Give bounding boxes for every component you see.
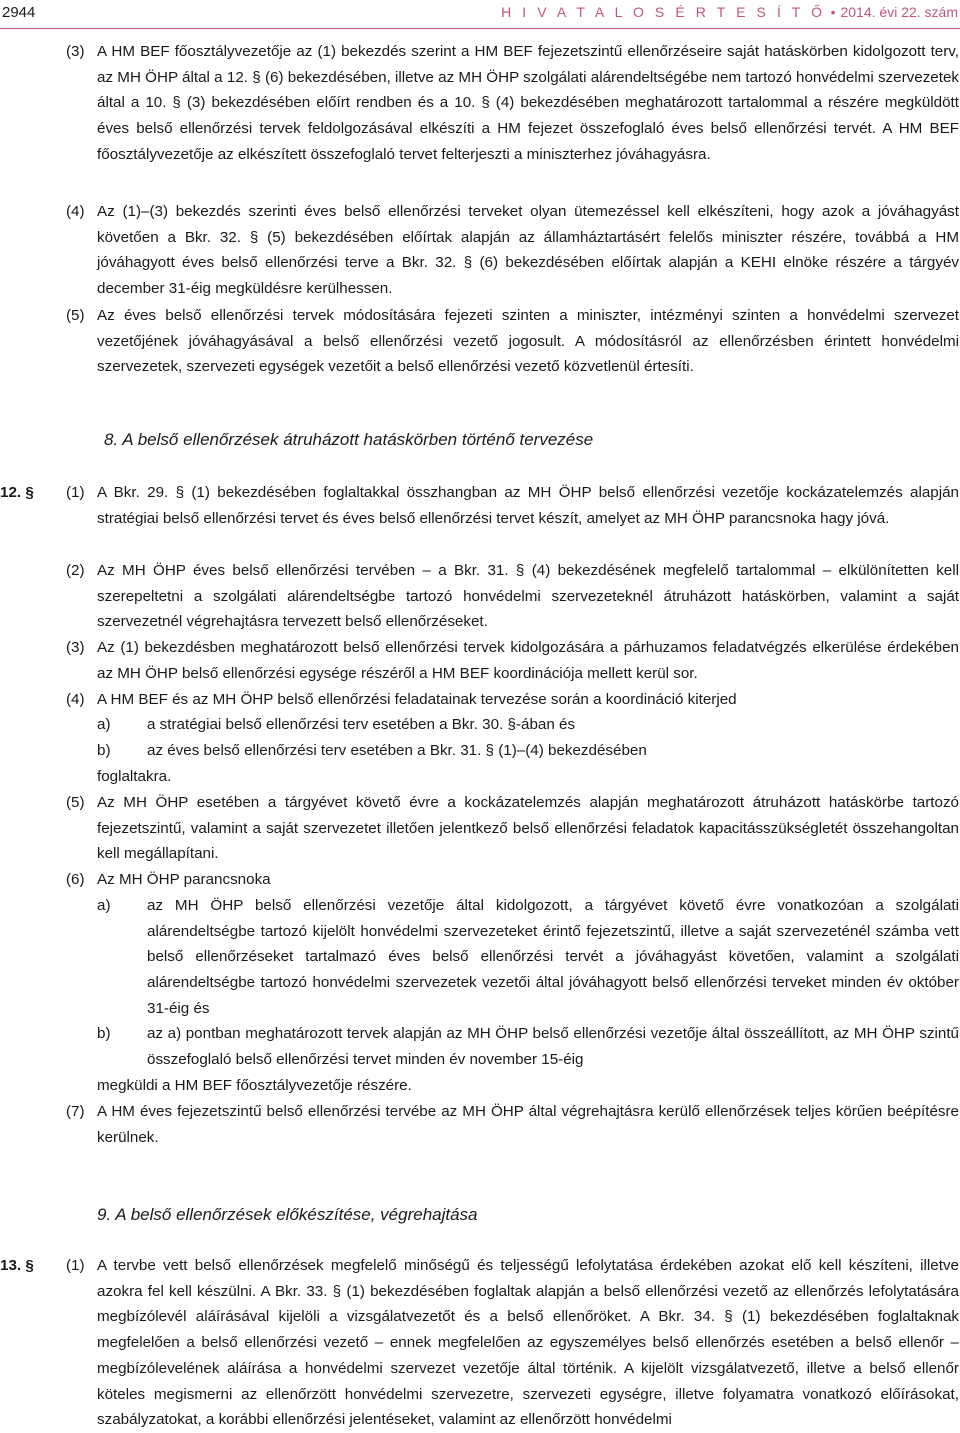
paragraph-text: Az MH ÖHP éves belső ellenőrzési tervében – a Bkr. 31. § (4) bekezdésének megfelelő tartalommal – elkülönítetten kell szerepeltetni a szolgálati alárendeltségbe tartozó honvédelmi szervezeteknél átruházott hatáskörben, valamint a saját szervezetnél végrehajtásra tervezett belső ellenőrzéseket. bbox=[97, 562, 959, 631]
paragraph-text: Az éves belső ellenőrzési tervek módosítására fejezeti szinten a miniszter, intézményi szinten a honvédelmi szervezet vezetőjének jóváhagyásával a belső ellenőrzési vezető jogosult. A módosításról az ellenőrzésben érintett honvédelmi szervezetek, szervezeti egységek vezetőit a belső ellenőrzési vezető közvetlenül értesíti. bbox=[97, 307, 959, 376]
paragraph-number: (7) bbox=[66, 1103, 85, 1120]
header-bullet: • bbox=[830, 4, 836, 20]
header-rule bbox=[0, 28, 960, 29]
paragraph-text: A Bkr. 29. § (1) bekezdésében foglaltakkal összhangban az MH ÖHP belső ellenőrzési vezetője kockázatelemzés alapján stratégiai belső ellenőrzési tervet és éves belső ellenőrzési tervet készít, amelyet az MH ÖHP parancsnoka hagy jóvá. bbox=[97, 484, 959, 527]
paragraph-number: (3) bbox=[66, 639, 85, 656]
point-label: a) bbox=[97, 897, 111, 914]
point-text: a stratégiai belső ellenőrzési terv esetében a Bkr. 30. §-ában és bbox=[147, 716, 576, 733]
point-label: b) bbox=[97, 1025, 111, 1042]
paragraph-number: (4) bbox=[66, 691, 85, 708]
paragraph-text: Az (1)–(3) bekezdés szerinti éves belső ellenőrzési terveket olyan ütemezéssel kell elkészíteni, hogy azok a jóváhagyást követően a Bkr. 32. § (5) bekezdésében előírtak alapján az államháztartásért felelős miniszter részére, továbbá a HM jóváhagyott éves belső ellenőrzési terve a Bkr. 32. § (6) bekezdésében előírtak alapján a KEHI elnöke részére a tárgyév december 31-éig megküldésre kerülhessen. bbox=[97, 203, 959, 298]
paragraph-number: (5) bbox=[66, 794, 85, 811]
paragraph-number: (1) bbox=[66, 1257, 85, 1274]
paragraph-text: Az MH ÖHP parancsnoka bbox=[97, 871, 271, 888]
paragraph-number: (1) bbox=[66, 484, 85, 501]
paragraph-text: Az MH ÖHP esetében a tárgyévet követő évre a kockázatelemzés alapján meghatározott átruházott hatáskörbe tartozó fejezetszintű, valamint a saját szervezetet illetően jelentkező belső ellenőrzési feladatok kapacitásszükségletét összehangoltan kell megállapítani. bbox=[97, 794, 959, 863]
paragraph-number: (3) bbox=[66, 43, 85, 60]
point-label: a) bbox=[97, 716, 111, 733]
running-header bbox=[0, 0, 960, 26]
paragraph-number: (2) bbox=[66, 562, 85, 579]
paragraph-text: Az (1) bekezdésben meghatározott belső ellenőrzési tervek kidolgozására a párhuzamos feladatvégzés elkerülése érdekében az MH ÖHP belső ellenőrzési egysége részéről a HM BEF koordinációja mellett kerül sor. bbox=[97, 639, 959, 682]
point-text: az a) pontban meghatározott tervek alapján az MH ÖHP belső ellenőrzési vezetője által összeállított, az MH ÖHP szintű összefoglaló belső ellenőrzési tervet minden év november 15-éig bbox=[147, 1025, 959, 1068]
page-number: 2944 bbox=[2, 4, 36, 21]
point-label: b) bbox=[97, 742, 111, 759]
paragraph-tail: foglaltakra. bbox=[97, 768, 172, 785]
chapter-heading: 8. A belső ellenőrzések átruházott hatáskörben történő tervezése bbox=[104, 430, 594, 449]
paragraph-tail: megküldi a HM BEF főosztályvezetője részére. bbox=[97, 1077, 412, 1094]
paragraph-text: A tervbe vett belső ellenőrzések megfelelő minőségű és teljességű lefolytatása érdekében azokat elő kell készíteni, illetve azokra fel kell készülni. A Bkr. 33. § (1) bekezdésében foglaltak alapján a belső ellenőrzési vezető az ellenőrzés lefolytatására megbízólevél aláírásával kijelöli a vizsgálatvezetőt és a belső ellenőröket. A Bkr. 34. § (1) bekezdésében foglaltaknak megfelelően a belső ellenőrzési vezető – ennek megfelelően az egyszemélyes belső ellenőrzés esetében a belső ellenőr – megbízólevelének aláírása a honvédelmi szervezet vezetője által történik. A kijelölt vizsgálatvezető, illetve a belső ellenőr köteles megismerni az ellenőrzött honvédelmi szervezetre, szervezeti egységre, illetve folyamatra vonatkozó előírásokat, szabályzatokat, a korábbi ellenőrzési jelentéseket, valamint az ellenőrzött honvédelmi bbox=[97, 1257, 959, 1429]
section-label: 13. § bbox=[0, 1257, 34, 1274]
journal-name: H I V A T A L O S É R T E S Í T Ő bbox=[501, 4, 826, 20]
chapter-heading: 9. A belső ellenőrzések előkészítése, végrehajtása bbox=[97, 1205, 478, 1224]
paragraph-number: (6) bbox=[66, 871, 85, 888]
paragraph-number: (5) bbox=[66, 307, 85, 324]
paragraph-text: A HM BEF és az MH ÖHP belső ellenőrzési feladatainak tervezése során a koordináció kiterjed bbox=[97, 691, 737, 708]
paragraph-number: (4) bbox=[66, 203, 85, 220]
point-text: az éves belső ellenőrzési terv esetében a Bkr. 31. § (1)–(4) bekezdésében bbox=[147, 742, 647, 759]
paragraph-text: A HM éves fejezetszintű belső ellenőrzési tervébe az MH ÖHP által végrehajtásra kerülő ellenőrzések teljes körűen beépítésre kerülnek. bbox=[97, 1103, 959, 1146]
paragraph-text: A HM BEF főosztályvezetője az (1) bekezdés szerint a HM BEF fejezetszintű ellenőrzéseire saját hatáskörben kidolgozott terv, az MH ÖHP által a 12. § (6) bekezdésében, illetve az MH ÖHP szolgálati alárendeltségébe nem tartozó honvédelmi szervezetek által a 10. § (3) bekezdésében előírt rendben és a 10. § (4) bekezdésében meghatározott tartalommal a részére megküldött éves belső ellenőrzési tervek feldolgozásával elkészíti a HM fejezet összefoglaló éves belső ellenőrzési tervét. A HM BEF főosztályvezetője az elkészített összefoglaló tervet felterjeszti a miniszterhez jóváhagyásra. bbox=[97, 43, 959, 163]
issue-number: 2014. évi 22. szám bbox=[840, 4, 958, 20]
point-text: az MH ÖHP belső ellenőrzési vezetője által kidolgozott, a tárgyévet követő évre vonatkozóan a szolgálati alárendeltségbe tartozó kijelölt honvédelmi szervezeteket érintő fejezetszintű, illetve a saját szervezeténél számba vett belső ellenőrzéseket tartalmazó éves belső ellenőrzési tervét a jóváhagyást követően, valamint a szolgálati alárendeltségbe tartozó honvédelmi szervezetek vezetői által jóváhagyott belső ellenőrzési terveket minden év október 31-éig és bbox=[147, 897, 959, 1017]
section-label: 12. § bbox=[0, 484, 34, 501]
journal-title bbox=[501, 4, 958, 20]
